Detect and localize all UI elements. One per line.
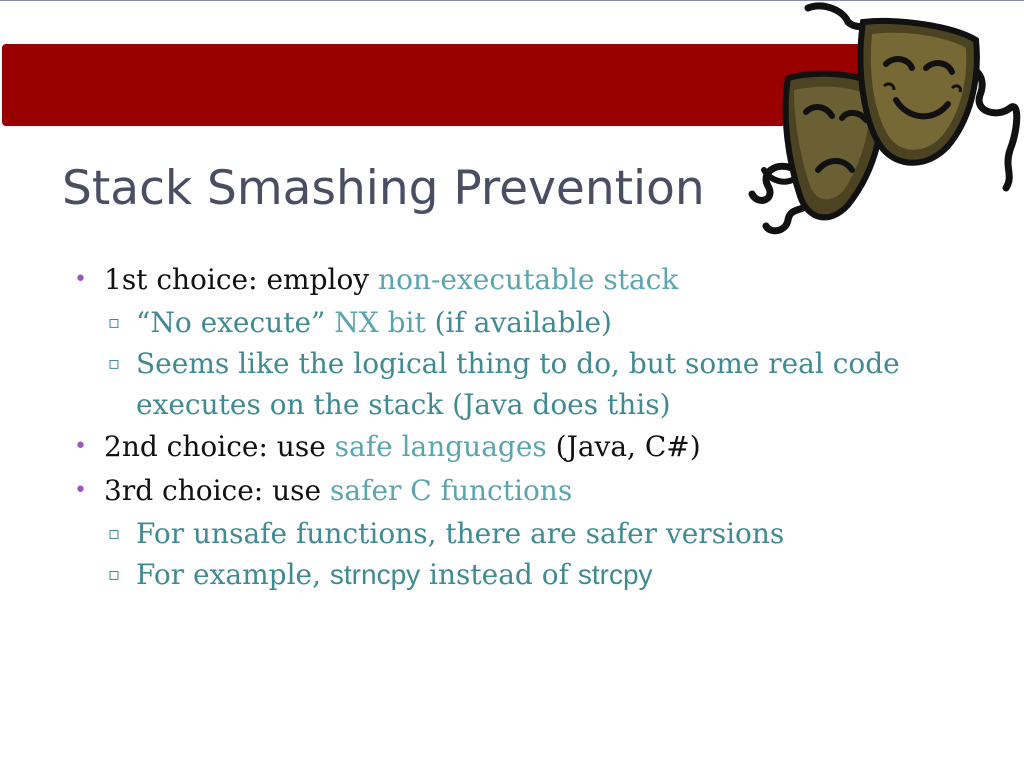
bullet-text: 1st choice: employ <box>104 263 379 296</box>
code-strncpy: strncpy <box>329 559 421 590</box>
sub-bullet-text: For unsafe functions, there are safer versions <box>136 517 785 550</box>
sub-bullet-item <box>74 554 974 595</box>
sub-bullet-text: “No execute” <box>136 306 335 339</box>
sub-bullet-marker: ▫ <box>108 523 121 544</box>
bullet-item <box>74 425 974 469</box>
bullet-text-post: (Java, C#) <box>546 430 701 463</box>
bullet-item <box>74 258 974 302</box>
sub-bullet-marker: ▫ <box>108 312 121 333</box>
sub-bullet-text-continued: executes on the stack (Java does this) <box>136 388 671 421</box>
sub-bullet-accent: NX bit <box>334 306 426 339</box>
sub-bullet-text-mid: instead of <box>420 558 578 591</box>
sub-bullet-text-post: (if available) <box>425 306 612 339</box>
sub-bullet-marker: ▫ <box>108 564 121 585</box>
bullet-accent: non-executable stack <box>378 263 679 296</box>
sub-bullet-item <box>74 302 974 343</box>
bullet-marker: • <box>74 267 87 292</box>
code-strcpy: strcpy <box>577 559 653 590</box>
bullet-list <box>74 258 974 595</box>
slide-title: Stack Smashing Prevention <box>62 161 705 216</box>
sub-bullet-text: For example, <box>136 558 330 591</box>
bullet-item <box>74 469 974 513</box>
sub-bullet-marker: ▫ <box>108 353 121 374</box>
bullet-text: 2nd choice: use <box>104 430 335 463</box>
bullet-marker: • <box>74 478 87 503</box>
bullet-accent: safe languages <box>334 430 547 463</box>
sub-bullet-item <box>74 513 974 554</box>
theater-masks-icon <box>748 0 1024 250</box>
bullet-text: 3rd choice: use <box>104 474 331 507</box>
bullet-marker: • <box>74 434 87 459</box>
sub-bullet-item <box>74 343 974 425</box>
sub-bullet-text: Seems like the logical thing to do, but some real code <box>136 347 900 380</box>
bullet-accent: safer C functions <box>330 474 573 507</box>
